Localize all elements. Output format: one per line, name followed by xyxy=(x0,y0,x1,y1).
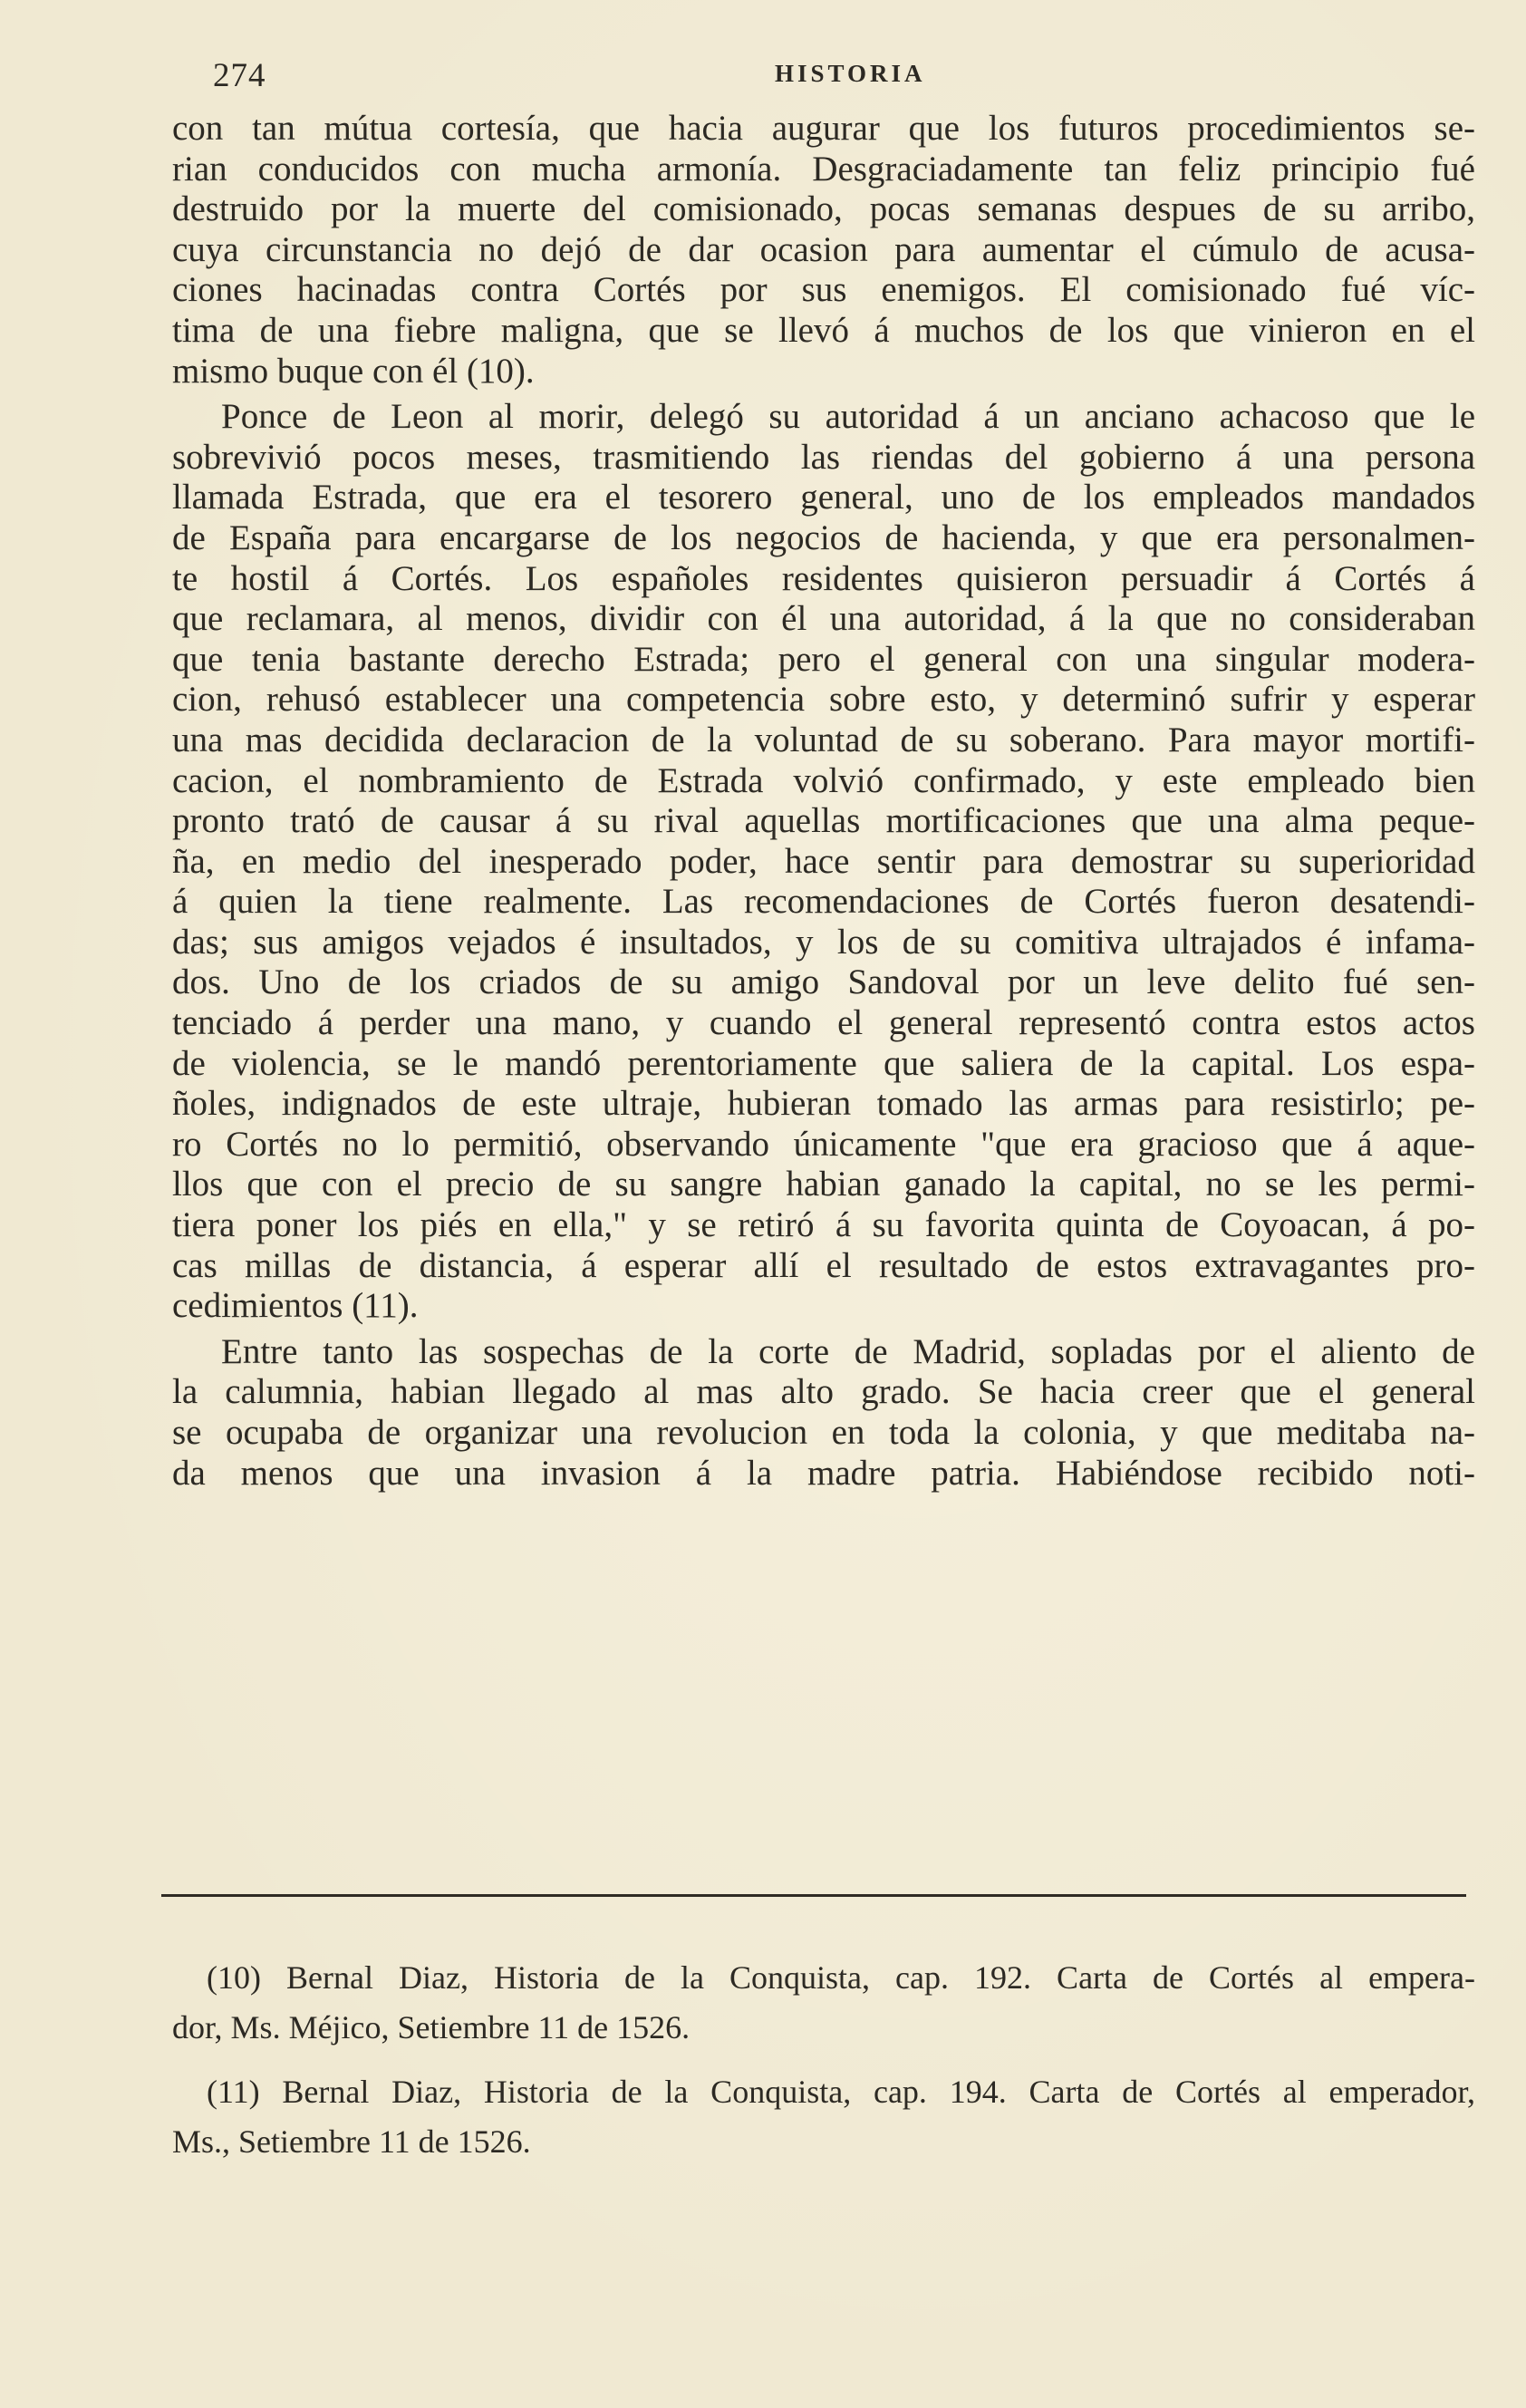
footnote-11 xyxy=(172,2067,1475,2167)
paragraph-2 xyxy=(172,397,1475,1327)
text-line: cacion, el nombramiento de Estrada volvió confirmado, y este empleado bien xyxy=(172,760,1475,800)
text-line: mismo buque con él (10). xyxy=(172,351,535,391)
text-line: la calumnia, habian llegado al mas alto grado. Se hacia creer que el general xyxy=(172,1372,1475,1412)
footnote-line: dor, Ms. Méjico, Setiembre 11 de 1526. xyxy=(172,2009,691,2045)
text-line: que reclamara, al menos, dividir con él una autoridad, á la que no consideraban xyxy=(172,599,1475,639)
footnote-line: (11) Bernal Diaz, Historia de la Conquista, cap. 194. Carta de Cortés al emperador, xyxy=(207,2074,1475,2110)
text-line: llos que con el precio de su sangre habian ganado la capital, no se les permi- xyxy=(172,1165,1475,1204)
text-line: cas millas de distancia, á esperar allí el resultado de estos extravagantes pro- xyxy=(172,1245,1475,1285)
paragraph-1 xyxy=(172,109,1475,392)
footnote-10 xyxy=(172,1953,1475,2053)
text-line: una mas decidida declaracion de la voluntad de su soberano. Para mayor mortifi- xyxy=(172,720,1475,759)
footnote-line: Ms., Setiembre 11 de 1526. xyxy=(172,2123,531,2160)
running-title: HISTORIA xyxy=(775,60,926,87)
body-text xyxy=(172,109,1475,1494)
text-line: á quien la tiene realmente. Las recomendaciones de Cortés fueron desatendi- xyxy=(172,882,1475,922)
text-line: rian conducidos con mucha armonía. Desgraciadamente tan feliz principio fué xyxy=(172,149,1475,189)
text-line: tenciado á perder una mano, y cuando el general representó contra estos actos xyxy=(172,1003,1475,1043)
text-line: cedimientos (11). xyxy=(172,1286,419,1326)
footnote-line: (10) Bernal Diaz, Historia de la Conquista, cap. 192. Carta de Cortés al empera- xyxy=(207,1959,1475,1996)
paragraph-3 xyxy=(172,1332,1475,1494)
text-line: tiera poner los piés en ella," y se retiró á su favorita quinta de Coyoacan, á po- xyxy=(172,1205,1475,1245)
text-line: de España para encargarse de los negocios de hacienda, y que era personalmen- xyxy=(172,517,1475,557)
text-line: ña, en medio del inesperado poder, hace sentir para demostrar su superioridad xyxy=(172,841,1475,881)
text-line: de violencia, se le mandó perentoriamente que saliera de la capital. Los espa- xyxy=(172,1043,1475,1083)
text-line: se ocupaba de organizar una revolucion en toda la colonia, y que meditaba na- xyxy=(172,1413,1475,1452)
footnotes xyxy=(172,1953,1475,2167)
footnote-rule xyxy=(161,1894,1466,1897)
page-number: 274 xyxy=(213,57,266,94)
text-line: dos. Uno de los criados de su amigo Sandoval por un leve delito fué sen- xyxy=(172,962,1475,1002)
text-line: Entre tanto las sospechas de la corte de Madrid, sopladas por el aliento de xyxy=(221,1331,1475,1371)
text-line: que tenia bastante derecho Estrada; pero el general con una singular modera- xyxy=(172,639,1475,679)
text-line: da menos que una invasion á la madre patria. Habiéndose recibido noti- xyxy=(172,1453,1475,1493)
text-line: ro Cortés no lo permitió, observando únicamente "que era gracioso que á aque- xyxy=(172,1124,1475,1164)
text-line: con tan mútua cortesía, que hacia augurar que los futuros procedimientos se- xyxy=(172,109,1475,148)
text-line: ciones hacinadas contra Cortés por sus enemigos. El comisionado fué víc- xyxy=(172,270,1475,310)
text-line: pronto trató de causar á su rival aquellas mortificaciones que una alma peque- xyxy=(172,801,1475,841)
text-line: tima de una fiebre maligna, que se llevó á muchos de los que vinieron en el xyxy=(172,310,1475,350)
text-line: Ponce de Leon al morir, delegó su autoridad á un anciano achacoso que le xyxy=(221,397,1475,437)
running-head xyxy=(213,56,1463,92)
text-line: destruido por la muerte del comisionado, pocas semanas despues de su arribo, xyxy=(172,189,1475,229)
footnote-spacer xyxy=(172,2053,1475,2067)
text-line: te hostil á Cortés. Los españoles residentes quisieron persuadir á Cortés á xyxy=(172,558,1475,598)
text-line: llamada Estrada, que era el tesorero general, uno de los empleados mandados xyxy=(172,478,1475,517)
text-line: sobrevivió pocos meses, trasmitiendo las riendas del gobierno á una persona xyxy=(172,437,1475,477)
text-line: cuya circunstancia no dejó de dar ocasion para aumentar el cúmulo de acusa- xyxy=(172,229,1475,269)
text-line: das; sus amigos vejados é insultados, y los de su comitiva ultrajados é infama- xyxy=(172,922,1475,962)
text-line: cion, rehusó establecer una competencia sobre esto, y determinó sufrir y esperar xyxy=(172,680,1475,720)
text-line: ñoles, indignados de este ultraje, hubieran tomado las armas para resistirlo; pe- xyxy=(172,1084,1475,1124)
